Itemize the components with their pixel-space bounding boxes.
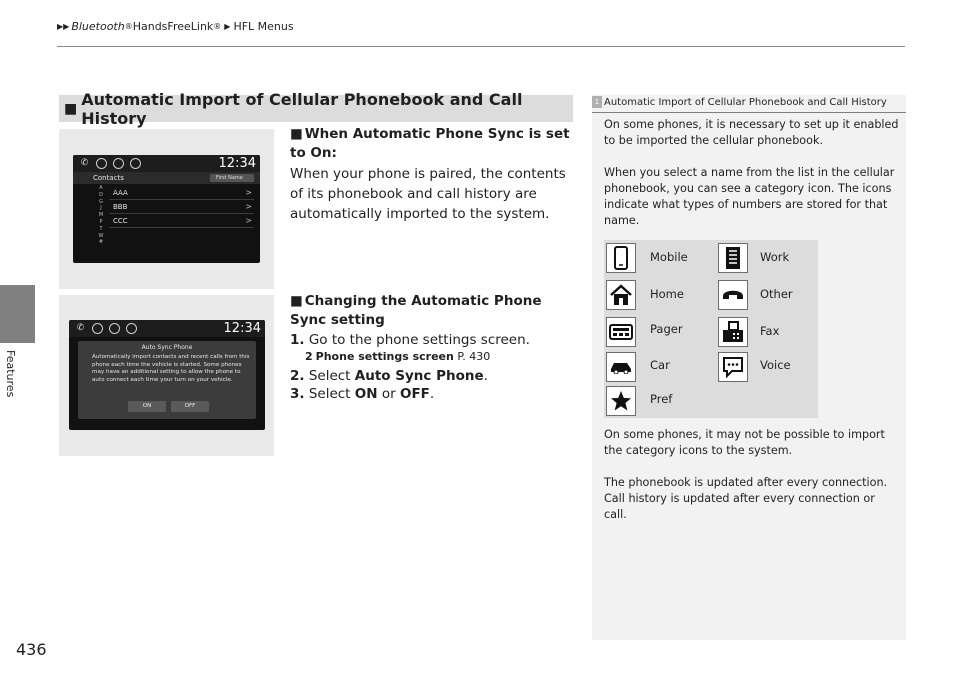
phone-icon: ✆ [80,158,89,168]
navi-icon [96,158,107,169]
step-number: 2. [290,368,305,384]
reference-page: P. 430 [457,350,491,363]
step-off: OFF [399,386,430,402]
breadcrumb [57,20,294,33]
note-divider [592,112,906,113]
page-number: 436 [16,640,47,659]
other-label: Other [760,287,793,301]
fm-icon [113,158,124,169]
auto-sync-on-heading [290,125,580,163]
contacts-screenshot-panel [59,129,274,289]
step-bold: Auto Sync Phone [354,368,484,384]
breadcrumb-bluetooth: Bluetooth [71,20,125,33]
dialog-title: Auto Sync Phone [141,344,193,351]
reference-label: Phone settings screen [315,350,454,363]
other-phone-icon [718,280,748,310]
note-paragraph: When you select a name from the list in the cellular phonebook, you can see a category icon. The icons indicate what types of numbers are stored for that name. [604,166,895,227]
alphabet-letter: J [100,205,102,212]
screen-status-bar [69,320,265,337]
on-button[interactable]: ON [128,401,166,412]
breadcrumb-arrow-icon: ▶▶ [57,22,70,31]
chapter-tab [0,285,35,343]
auto-sync-on-heading-text: When Automatic Phone Sync is set to On: [290,126,570,161]
chevron-right-icon: > [245,188,252,197]
contacts-title: Contacts [93,174,124,182]
chevron-right-icon: > [245,216,252,225]
contacts-screen [73,155,260,263]
alphabet-letter: W [98,232,104,239]
breadcrumb-registered-mark: ® [124,22,133,31]
pref-star-icon [606,386,636,416]
step-3 [290,385,434,404]
alphabet-letter: A [99,185,103,191]
contact-name: CCC [113,217,128,225]
step-mid: or [377,386,400,402]
settings-icon [130,158,141,169]
alphabet-letter: P [99,218,103,225]
screen-clock: 12:34 [218,156,256,171]
note-number: 1 [592,96,602,108]
dialog-message: Automatically import contacts and recent calls from this phone each time the vehicle is started. Some phones may have an additional setting to allow the phone to auto connect each time your turn on your vehicle. [92,354,250,383]
note-paragraph: The phonebook is updated after every connection. Call history is updated after every connection or call. [604,476,888,521]
breadcrumb-hfl-menus: HFL Menus [233,20,294,33]
breadcrumb-arrow-icon: ▶ [224,22,231,31]
step-number: 3. [290,386,305,402]
step-2 [290,367,488,386]
note-paragraph: On some phones, it may not be possible to import the category icons to the system. [604,428,885,457]
step-prefix: Select [308,368,355,384]
mobile-label: Mobile [650,250,688,264]
fax-icon [718,317,748,347]
breadcrumb-registered-mark: ® [213,22,222,31]
header-divider [57,46,905,47]
phone-icon: ✆ [76,323,85,333]
work-label: Work [760,250,790,264]
note-heading [592,95,906,113]
step-prefix: Select [308,386,355,402]
mobile-icon [606,243,636,273]
car-icon [606,352,636,382]
work-icon [718,243,748,273]
auto-sync-dialog [78,341,256,419]
chapter-label-text: Features [4,350,17,398]
settings-icon [126,323,137,334]
note-panel [592,95,906,640]
auto-sync-on-body: When your phone is paired, the contents of its phonebook and call history are automatically imported to the system. [290,166,566,222]
reference-arrow-icon: 2 [305,350,313,363]
note-paragraph: On some phones, it is necessary to set up it enabled to be imported the cellular phonebook. [604,118,899,147]
section-square-icon: ■ [64,100,78,117]
chevron-right-icon: > [245,202,252,211]
auto-sync-screenshot-panel [59,295,274,456]
step-number: 1. [290,332,305,348]
fax-label: Fax [760,324,780,338]
first-name-search[interactable]: First Name [210,174,254,182]
step-text: Go to the phone settings screen. [308,332,530,348]
breadcrumb-handsfreelink: HandsFreeLink [132,20,214,33]
home-label: Home [650,287,684,301]
voice-icon [718,352,748,382]
alphabet-letter: T [99,225,103,232]
screen-clock: 12:34 [223,321,261,336]
contact-name: AAA [113,189,128,197]
contact-row[interactable] [109,186,254,200]
auto-sync-screen [69,320,265,430]
pager-icon [606,317,636,347]
alphabet-letter: # [98,239,104,246]
screen-status-bar [73,155,260,172]
navi-icon [92,323,103,334]
car-label: Car [650,358,670,372]
alphabet-letter: G [99,198,103,205]
section-title [59,89,573,128]
chapter-label [3,350,17,420]
off-button[interactable]: OFF [171,401,209,412]
step-on: ON [354,386,378,402]
cross-reference[interactable] [305,350,490,363]
heading-square-icon: ■ [290,126,303,142]
alphabet-letter: D [99,191,103,198]
step-suffix: . [429,386,435,402]
alphabet-letter: M [98,212,104,219]
pref-label: Pref [650,392,673,406]
section-title-text: Automatic Import of Cellular Phonebook and Call History [81,89,523,128]
category-icon-table [604,240,818,418]
change-setting-heading [290,292,580,330]
change-setting-heading-text: Changing the Automatic Phone Sync setting [290,293,542,328]
heading-square-icon: ■ [290,293,303,309]
pager-label: Pager [650,322,683,336]
contacts-title-bar [73,172,260,184]
alphabet-index[interactable] [97,185,105,246]
home-icon [606,280,636,310]
note-title: Automatic Import of Cellular Phonebook and Call History [604,97,887,108]
step-1 [290,331,530,350]
fm-icon [109,323,120,334]
voice-label: Voice [760,358,791,372]
step-suffix: . [483,368,488,384]
contact-row[interactable] [109,214,254,228]
contact-row[interactable] [109,200,254,214]
contact-name: BBB [113,203,128,211]
